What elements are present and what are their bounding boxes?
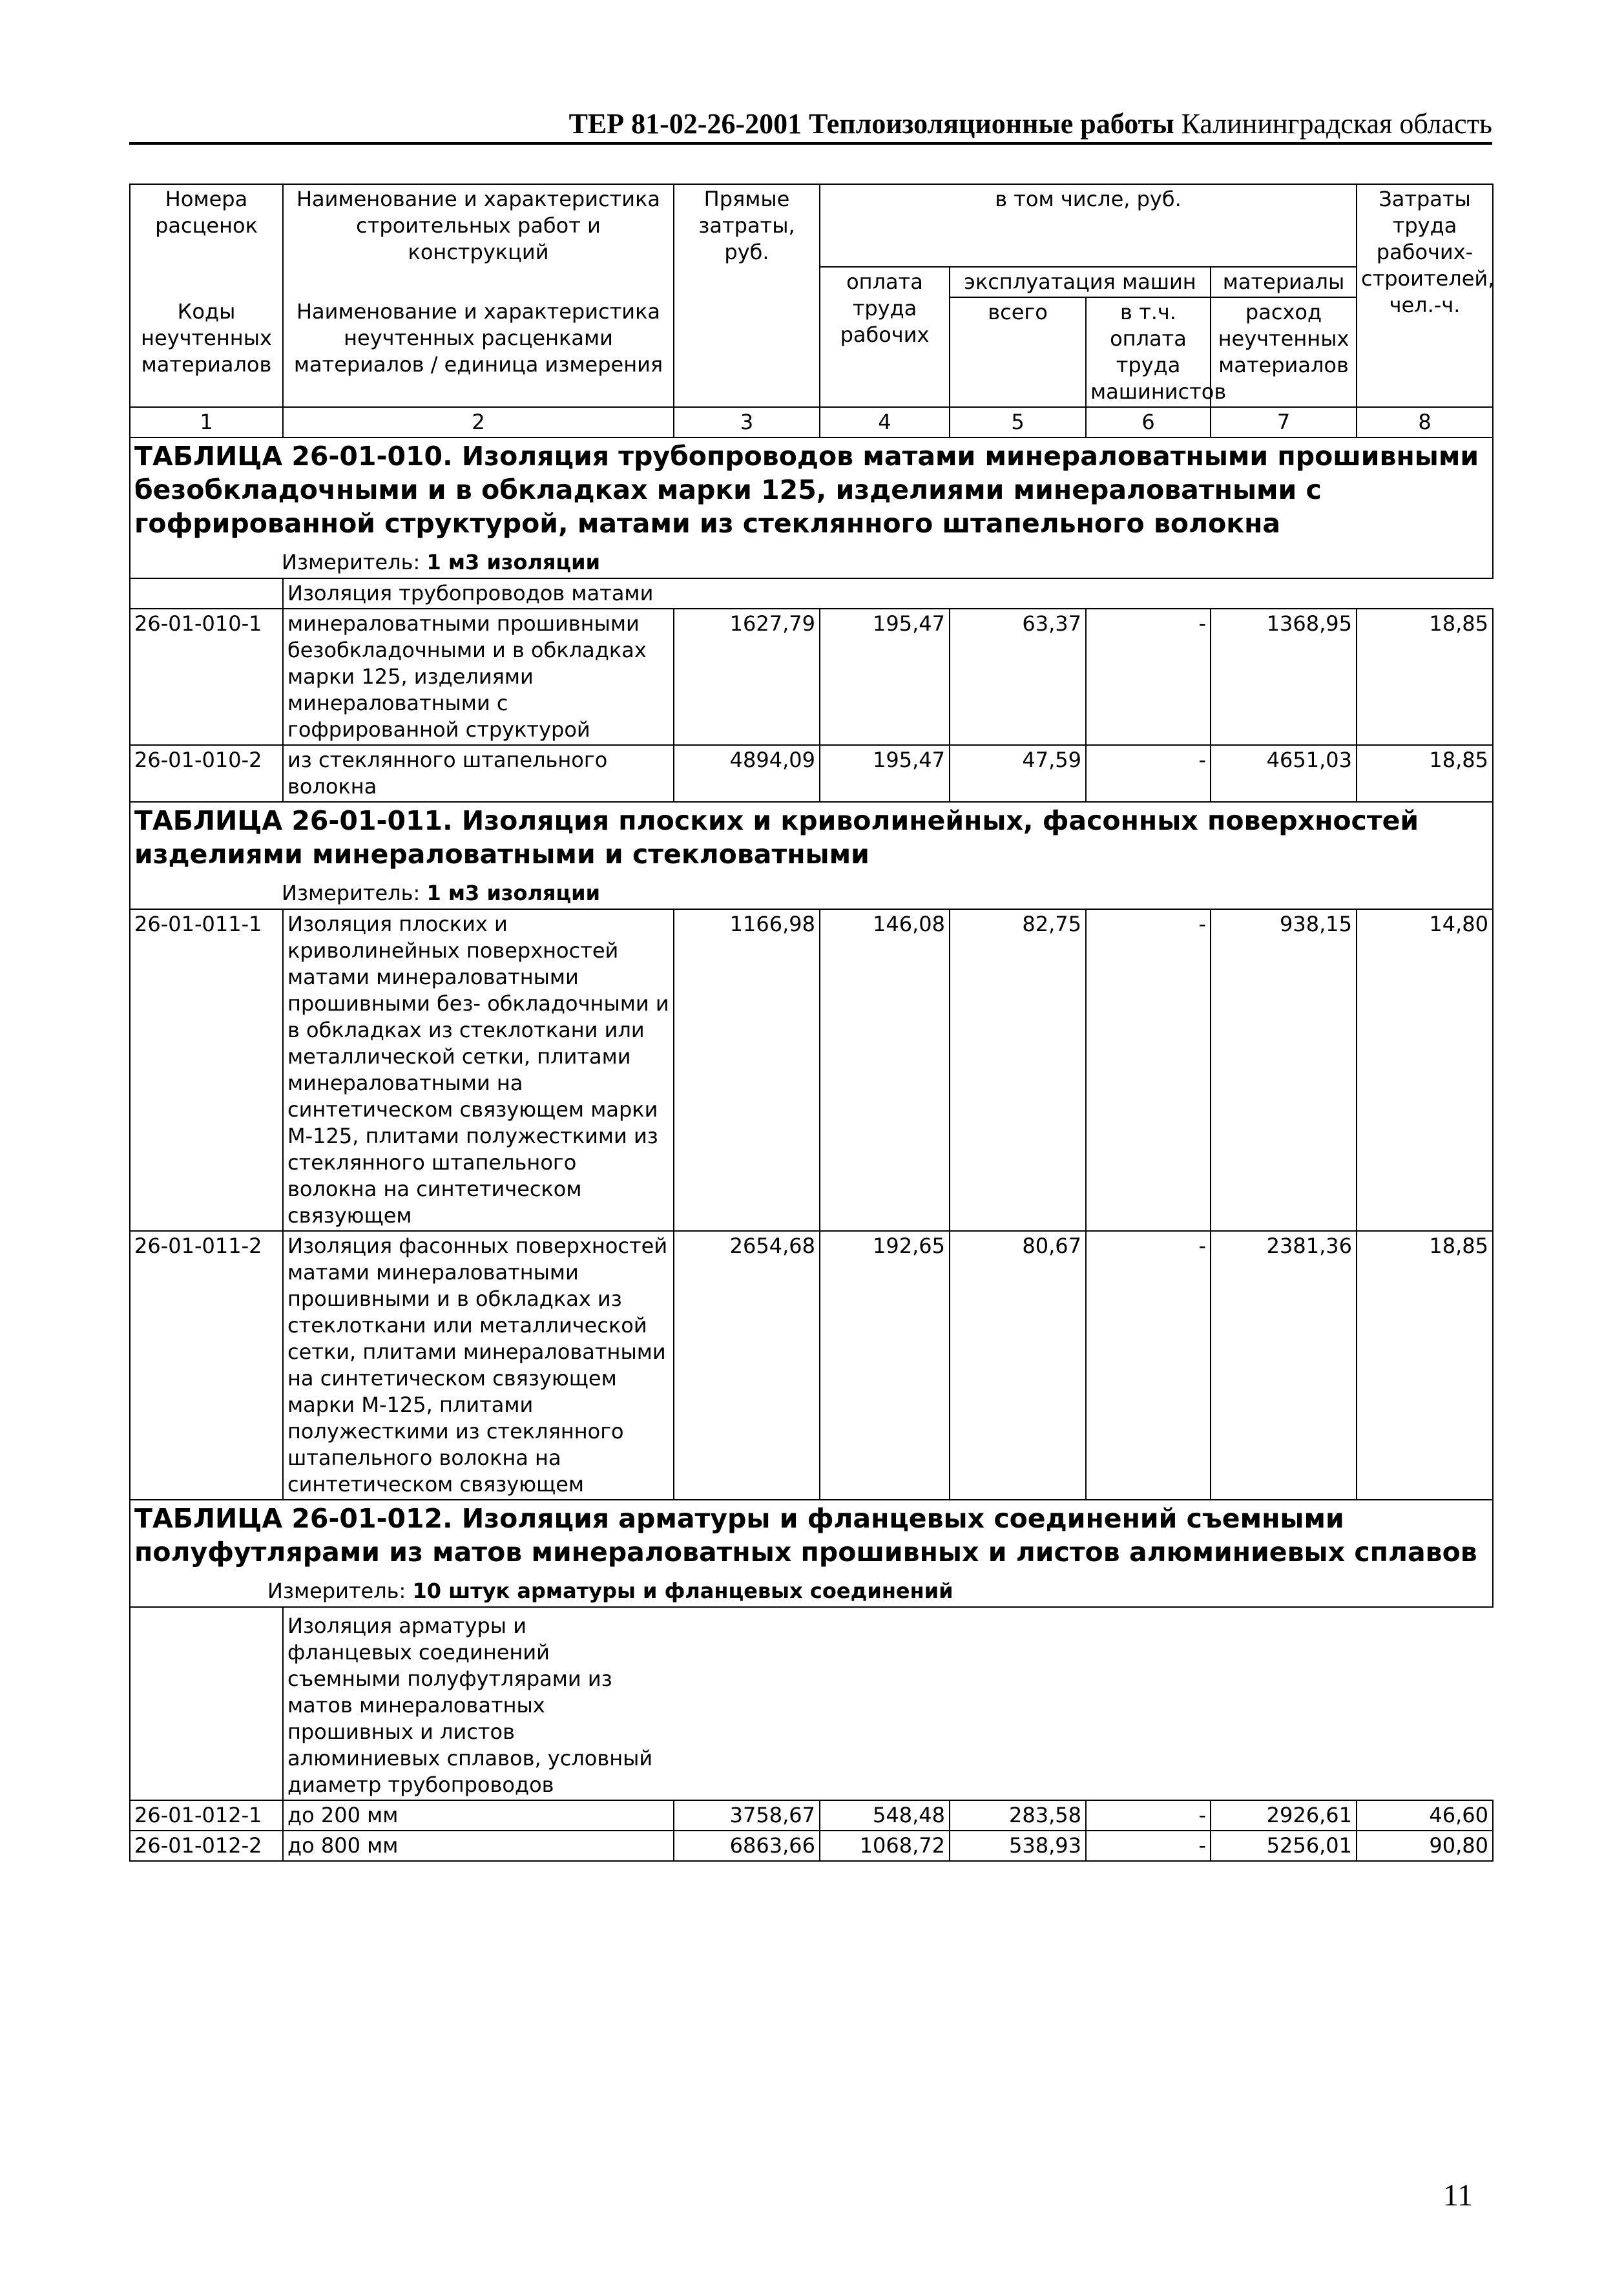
rate-name: минераловатными прошивными безобкладочными и в обкладках марки 125, изделиями минераловатными с гофрированной структурой xyxy=(283,609,674,745)
section-title: ТАБЛИЦА 26-01-012. Изоляция арматуры и фланцевых соединений съемными полуфутлярами из матов минераловатных прошивных и листов алюминиевых сплавов xyxy=(134,1503,1477,1568)
direct-costs: 6863,66 xyxy=(674,1831,820,1861)
col-name-top: Наименование и характеристика строительных работ и конструкций xyxy=(283,184,674,267)
rates-table xyxy=(129,184,1494,1862)
operators-pay: - xyxy=(1086,1231,1211,1500)
machines-total: 82,75 xyxy=(950,909,1086,1231)
lead-text-row xyxy=(130,578,1493,609)
labor-hours: 18,85 xyxy=(1357,745,1493,802)
group-including: в том числе, руб. xyxy=(820,184,1357,267)
section-unit: Измеритель: 1 м3 изоляции xyxy=(282,881,600,905)
worker-pay: 1068,72 xyxy=(820,1831,950,1861)
operators-pay: - xyxy=(1086,609,1211,745)
direct-costs: 2654,68 xyxy=(674,1231,820,1500)
labor-hours: 14,80 xyxy=(1357,909,1493,1231)
rate-code: 26-01-012-1 xyxy=(130,1800,283,1831)
unit-value: 1 м3 изоляции xyxy=(426,550,600,574)
rates-table-frame xyxy=(129,184,1495,1862)
materials-cost: 938,15 xyxy=(1211,909,1357,1231)
worker-pay: 195,47 xyxy=(820,745,950,802)
materials-cost: 2381,36 xyxy=(1211,1231,1357,1500)
page-number: 11 xyxy=(1442,2178,1473,2213)
col-number: 5 xyxy=(950,407,1086,437)
unit-value: 10 штук арматуры и фланцевых соединений xyxy=(412,1579,953,1603)
direct-costs: 3758,67 xyxy=(674,1800,820,1831)
table-row xyxy=(130,609,1493,745)
direct-costs: 4894,09 xyxy=(674,745,820,802)
section-unit: Измеритель: 1 м3 изоляции xyxy=(282,550,600,574)
materials-cost: 2926,61 xyxy=(1211,1800,1357,1831)
header-row-1 xyxy=(130,184,1493,267)
materials-cost: 1368,95 xyxy=(1211,609,1357,745)
header-region: Калининградская область xyxy=(1181,108,1492,140)
col-codes-bottom: Коды неучтенных материалов xyxy=(130,297,283,407)
table-row xyxy=(130,909,1493,1231)
rate-name: Изоляция фасонных поверхностей матами минераловатными прошивными и в обкладках из стеклоткани или металлической сетки, плитами минераловатными на синтетическом связующем марки М-125, плитами полужесткими из стеклянного штапельного волокна на синтетическом связующем xyxy=(283,1231,674,1500)
table-row xyxy=(130,1800,1493,1831)
rate-code: 26-01-010-2 xyxy=(130,745,283,802)
unit-value: 1 м3 изоляции xyxy=(426,881,600,905)
col-machines-total: всего xyxy=(950,297,1086,407)
section-title: ТАБЛИЦА 26-01-011. Изоляция плоских и криволинейных, фасонных поверхностей изделиями минераловатными и стекловатными xyxy=(134,805,1419,870)
column-numbers-row xyxy=(130,407,1493,437)
lead-text-row xyxy=(130,1607,1493,1800)
col-operators-pay: в т.ч. оплата труда машинистов xyxy=(1086,297,1211,407)
table-row xyxy=(130,1831,1493,1861)
col-direct-costs: Прямые затраты, руб. xyxy=(674,184,820,407)
machines-total: 538,93 xyxy=(950,1831,1086,1861)
running-header xyxy=(129,106,1492,142)
operators-pay: - xyxy=(1086,745,1211,802)
table-row xyxy=(130,1231,1493,1500)
table-row xyxy=(130,745,1493,802)
col-number: 4 xyxy=(820,407,950,437)
operators-pay: - xyxy=(1086,1831,1211,1861)
section-unit: Измеритель: 10 штук арматуры и фланцевых соединений xyxy=(267,1579,953,1603)
col-number: 3 xyxy=(674,407,820,437)
col-materials-use: расход неучтенных материалов xyxy=(1211,297,1357,407)
worker-pay: 192,65 xyxy=(820,1231,950,1500)
rate-code: 26-01-012-2 xyxy=(130,1831,283,1861)
labor-hours: 90,80 xyxy=(1357,1831,1493,1861)
labor-hours: 46,60 xyxy=(1357,1800,1493,1831)
worker-pay: 146,08 xyxy=(820,909,950,1231)
rate-code: 26-01-011-1 xyxy=(130,909,283,1231)
labor-hours: 18,85 xyxy=(1357,609,1493,745)
operators-pay: - xyxy=(1086,1800,1211,1831)
col-codes-top: Номера расценок xyxy=(130,184,283,267)
rate-name: до 200 мм xyxy=(283,1800,674,1831)
col-worker-pay: оплата труда рабочих xyxy=(820,267,950,407)
col-number: 2 xyxy=(283,407,674,437)
machines-total: 63,37 xyxy=(950,609,1086,745)
worker-pay: 195,47 xyxy=(820,609,950,745)
header-bold-title: Теплоизоляционные работы xyxy=(809,108,1174,140)
col-number: 7 xyxy=(1211,407,1357,437)
section-title: ТАБЛИЦА 26-01-010. Изоляция трубопроводов матами минераловатными прошивными безобкладочными и в обкладках марки 125, изделиями минераловатными с гофрированной структурой, матами из стеклянного штапельного волокна xyxy=(134,441,1479,539)
rate-code: 26-01-011-2 xyxy=(130,1231,283,1500)
section-heading-row xyxy=(130,437,1493,578)
group-materials: материалы xyxy=(1211,267,1357,297)
header-code: ТЕР 81-02-26-2001 xyxy=(568,108,802,140)
materials-cost: 4651,03 xyxy=(1211,745,1357,802)
col-labor-hours: Затраты труда рабочих-строителей, чел.-ч. xyxy=(1357,184,1493,407)
labor-hours: 18,85 xyxy=(1357,1231,1493,1500)
operators-pay: - xyxy=(1086,909,1211,1231)
materials-cost: 5256,01 xyxy=(1211,1831,1357,1861)
rate-code: 26-01-010-1 xyxy=(130,609,283,745)
machines-total: 80,67 xyxy=(950,1231,1086,1500)
rate-name: Изоляция плоских и криволинейных поверхностей матами минераловатными прошивными без- обкладочными и в обкладках из стеклоткани или металлической сетки, плитами минераловатными на синтетическом связующем марки М-125, плитами полужесткими из стеклянного штапельного волокна на синтетическом связующем xyxy=(283,909,674,1231)
rate-name: до 800 мм xyxy=(283,1831,674,1861)
section-heading-row xyxy=(130,802,1493,909)
lead-text: Изоляция трубопроводов матами xyxy=(283,578,1493,609)
worker-pay: 548,48 xyxy=(820,1800,950,1831)
col-number: 8 xyxy=(1357,407,1493,437)
col-number: 6 xyxy=(1086,407,1211,437)
col-number: 1 xyxy=(130,407,283,437)
lead-text: Изоляция арматуры и фланцевых соединений съемными полуфутлярами из матов минераловатных прошивных и листов алюминиевых сплавов, условный диаметр трубопроводов xyxy=(283,1607,1493,1800)
col-name-bottom: Наименование и характеристика неучтенных расценками материалов / единица измерения xyxy=(283,297,674,407)
machines-total: 47,59 xyxy=(950,745,1086,802)
section-heading-row xyxy=(130,1500,1493,1607)
rate-name: из стеклянного штапельного волокна xyxy=(283,745,674,802)
direct-costs: 1166,98 xyxy=(674,909,820,1231)
machines-total: 283,58 xyxy=(950,1800,1086,1831)
direct-costs: 1627,79 xyxy=(674,609,820,745)
header-rule xyxy=(129,142,1492,145)
group-machines: эксплуатация машин xyxy=(950,267,1211,297)
